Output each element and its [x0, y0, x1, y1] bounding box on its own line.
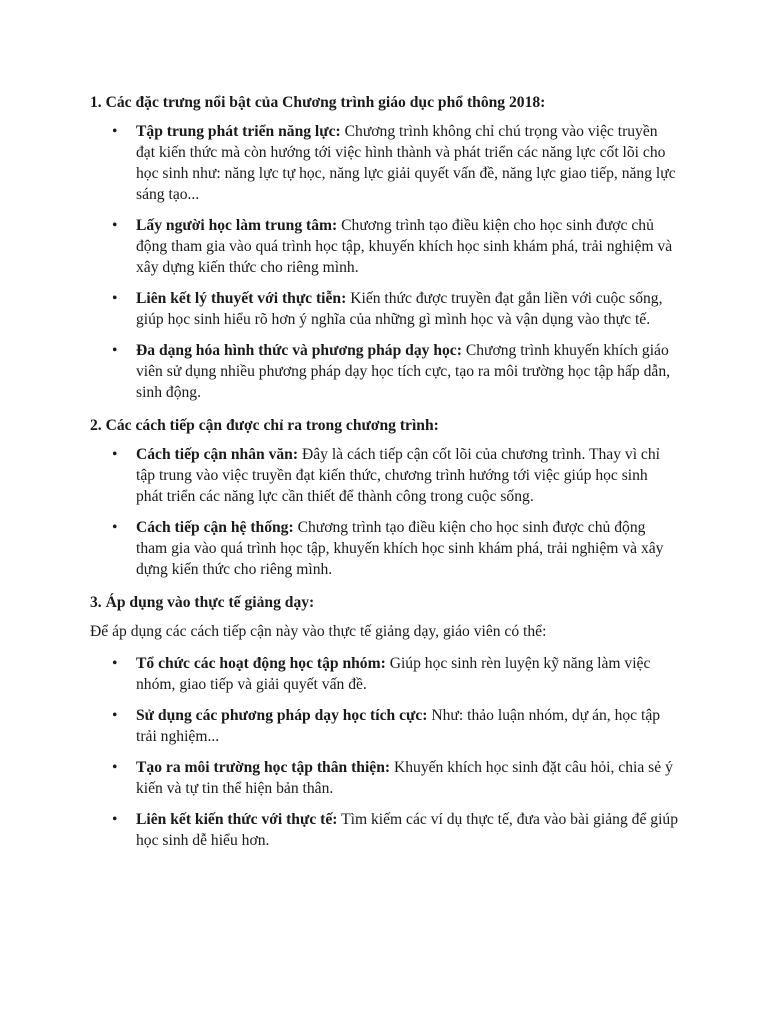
item-term: Liên kết lý thuyết với thực tiễn:	[136, 290, 347, 307]
section-heading: 2. Các cách tiếp cận được chỉ ra trong chương trình:	[90, 417, 439, 434]
item-text: Như: thảo luận nhóm, dự án, học tập trải nghiệm...	[136, 707, 661, 745]
section-heading: 1. Các đặc trưng nổi bật của Chương trình giáo dục phổ thông 2018:	[90, 94, 546, 111]
item-text: Chương trình tạo điều kiện cho học sinh được chủ động tham gia vào quá trình học tập, khuyến khích học sinh khám phá, trải nghiệm và xây dựng kiến thức cho riêng mình.	[136, 519, 664, 578]
item-term: Sử dụng các phương pháp dạy học tích cực:	[136, 707, 428, 724]
item-text: Đây là cách tiếp cận cốt lõi của chương trình. Thay vì chỉ tập trung vào việc truyền đạt kiến thức, chương trình hướng tới việc giúp học sinh phát triển các năng lực cần thiết để thành công trong cuộc sống.	[136, 446, 660, 505]
list-item	[90, 444, 678, 507]
item-text: Chương trình tạo điều kiện cho học sinh được chủ động tham gia vào quá trình học tập, khuyến khích học sinh khám phá, trải nghiệm và xây dựng kiến thức cho riêng mình.	[136, 217, 673, 276]
item-term: Cách tiếp cận hệ thống:	[136, 519, 294, 536]
list-item	[90, 653, 678, 695]
item-term: Cách tiếp cận nhân văn:	[136, 446, 299, 463]
bullet-list	[90, 653, 678, 851]
item-text: Tìm kiếm các ví dụ thực tế, đưa vào bài giảng để giúp học sinh dễ hiểu hơn.	[136, 811, 679, 849]
item-text: Khuyến khích học sinh đặt câu hỏi, chia sẻ ý kiến và tự tin thể hiện bản thân.	[136, 759, 673, 797]
section-intro: Để áp dụng các cách tiếp cận này vào thực tế giảng dạy, giáo viên có thể:	[90, 623, 547, 640]
bullet-list	[90, 121, 678, 403]
section-approaches	[90, 415, 678, 580]
item-term: Đa dạng hóa hình thức và phương pháp dạy học:	[136, 342, 462, 359]
item-text: Chương trình khuyến khích giáo viên sử dụng nhiều phương pháp dạy học tích cực, tạo ra môi trường học tập hấp dẫn, sinh động.	[136, 342, 671, 401]
list-item	[90, 757, 678, 799]
section-teaching-application	[90, 592, 678, 851]
list-item	[90, 517, 678, 580]
item-text: Kiến thức được truyền đạt gắn liền với cuộc sống, giúp học sinh hiểu rõ hơn ý nghĩa của những gì mình học và vận dụng vào thực tế.	[136, 290, 663, 328]
list-item	[90, 340, 678, 403]
list-item	[90, 215, 678, 278]
list-item	[90, 121, 678, 205]
item-term: Tạo ra môi trường học tập thân thiện:	[136, 759, 391, 776]
item-term: Tập trung phát triển năng lực:	[136, 123, 341, 140]
list-item	[90, 288, 678, 330]
list-item	[90, 809, 678, 851]
item-text: Giúp học sinh rèn luyện kỹ năng làm việc nhóm, giao tiếp và giải quyết vấn đề.	[136, 655, 651, 693]
bullet-list	[90, 444, 678, 580]
item-term: Liên kết kiến thức với thực tế:	[136, 811, 338, 828]
item-term: Tổ chức các hoạt động học tập nhóm:	[136, 655, 386, 672]
list-item	[90, 705, 678, 747]
item-term: Lấy người học làm trung tâm:	[136, 217, 338, 234]
section-heading: 3. Áp dụng vào thực tế giảng dạy:	[90, 594, 315, 611]
section-curriculum-features	[90, 92, 678, 403]
item-text: Chương trình không chỉ chú trọng vào việc truyền đạt kiến thức mà còn hướng tới việc hình thành và phát triển các năng lực cốt lõi cho học sinh như: năng lực tự học, năng lực giải quyết vấn đề, năng lực giao tiếp, năng lực sáng tạo...	[136, 123, 676, 203]
